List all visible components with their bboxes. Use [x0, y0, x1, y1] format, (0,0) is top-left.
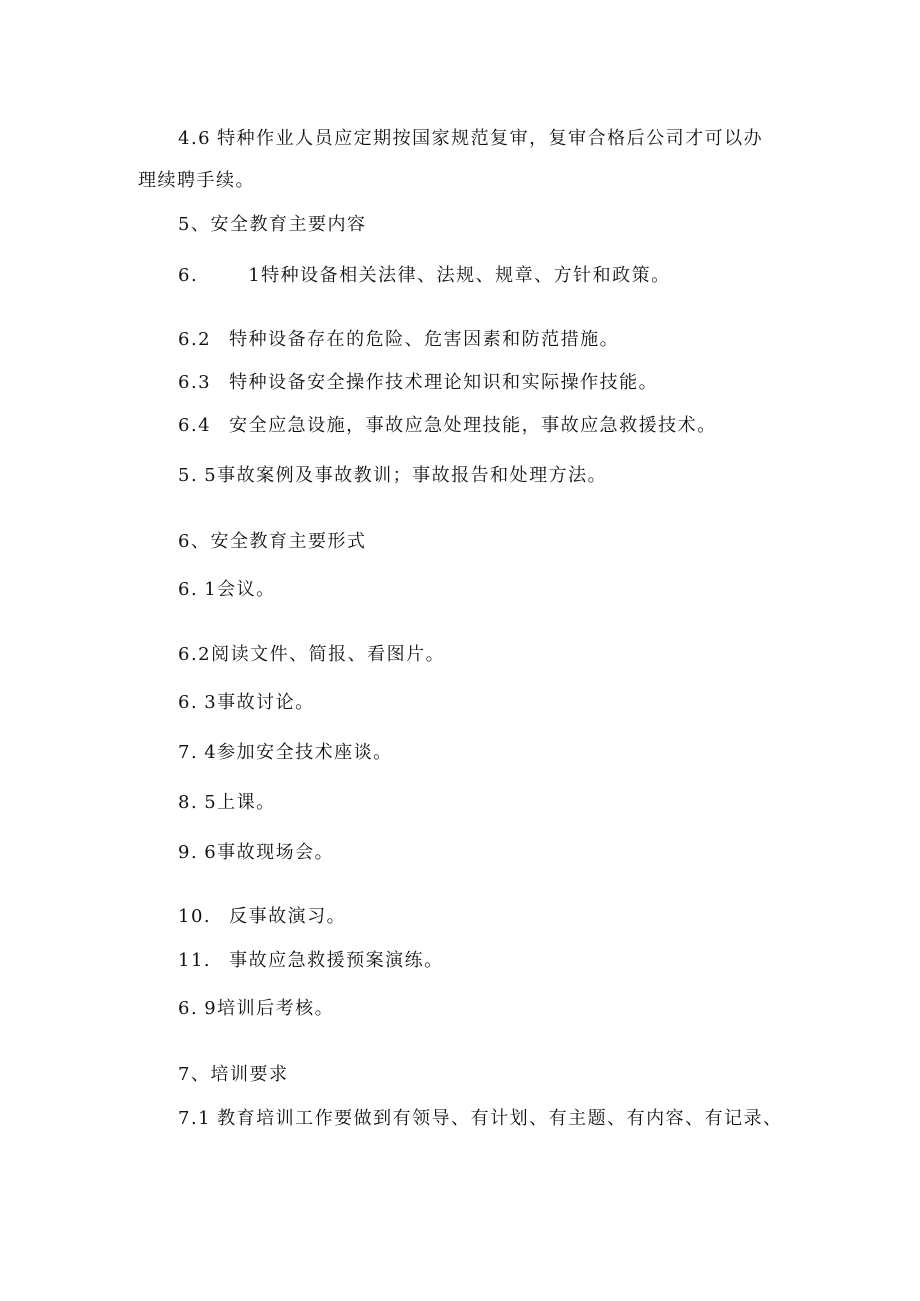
item-text: 阅读文件、简报、看图片。 — [211, 644, 446, 665]
item-number: 6. — [178, 265, 199, 286]
item-number: 11. — [178, 950, 212, 971]
list-item — [178, 327, 619, 353]
list-item — [178, 642, 445, 668]
section-heading-5 — [178, 212, 366, 238]
item-text: 理续聘手续。 — [138, 170, 255, 191]
item-number: 5. — [178, 465, 199, 486]
paragraph-4-6-continuation — [138, 168, 255, 194]
paragraph-4-6 — [178, 126, 763, 152]
section-title: 安全教育主要内容 — [210, 214, 367, 235]
item-number: 4.6 — [178, 128, 212, 149]
paragraph-7-1 — [178, 1106, 783, 1132]
item-number: 7. — [178, 742, 199, 763]
item-text: 5上课。 — [204, 792, 276, 813]
item-text: 6事故现场会。 — [204, 842, 335, 863]
item-number: 6.2 — [178, 644, 212, 665]
list-item — [178, 463, 607, 489]
section-number: 5、 — [178, 214, 211, 235]
item-number: 7.1 — [178, 1108, 212, 1129]
list-item — [178, 948, 444, 974]
item-number: 6. — [178, 579, 199, 600]
list-item — [178, 577, 276, 603]
list-item — [178, 370, 658, 396]
section-heading-6 — [178, 529, 366, 555]
section-title: 安全教育主要形式 — [210, 531, 367, 552]
item-number: 6. — [178, 692, 199, 713]
item-text: 9培训后考核。 — [204, 998, 335, 1019]
list-item — [178, 790, 276, 816]
section-number: 6、 — [178, 531, 211, 552]
section-title: 培训要求 — [210, 1064, 289, 1085]
list-item — [178, 904, 346, 930]
item-number: 10. — [178, 906, 212, 927]
item-text: 1特种设备相关法律、法规、规章、方针和政策。 — [248, 265, 671, 286]
item-number: 6.3 — [178, 372, 212, 393]
list-item — [178, 263, 671, 289]
item-text: 特种设备安全操作技术理论知识和实际操作技能。 — [229, 372, 659, 393]
list-item — [178, 413, 717, 439]
item-text: 4参加安全技术座谈。 — [204, 742, 393, 763]
list-item — [178, 996, 334, 1022]
list-item — [178, 690, 315, 716]
item-number: 6. — [178, 998, 199, 1019]
item-text: 特种设备存在的危险、危害因素和防范措施。 — [229, 329, 620, 350]
item-text: 3事故讨论。 — [204, 692, 315, 713]
item-text: 教育培训工作要做到有领导、有计划、有主题、有内容、有记录、 — [217, 1108, 783, 1129]
item-number: 8. — [178, 792, 199, 813]
list-item — [178, 740, 393, 766]
item-text: 安全应急设施，事故应急处理技能，事故应急救援技术。 — [229, 415, 717, 436]
item-number: 6.2 — [178, 329, 212, 350]
item-text: 事故应急救援预案演练。 — [229, 950, 444, 971]
item-number: 6.4 — [178, 415, 212, 436]
item-text: 特种作业人员应定期按国家规范复审，复审合格后公司才可以办 — [217, 128, 764, 149]
item-number: 9. — [178, 842, 199, 863]
list-item — [178, 840, 334, 866]
item-text: 反事故演习。 — [229, 906, 347, 927]
section-heading-7 — [178, 1062, 288, 1088]
item-text: 1会议。 — [204, 579, 276, 600]
section-number: 7、 — [178, 1064, 211, 1085]
item-text: 5事故案例及事故教训；事故报告和处理方法。 — [204, 465, 608, 486]
